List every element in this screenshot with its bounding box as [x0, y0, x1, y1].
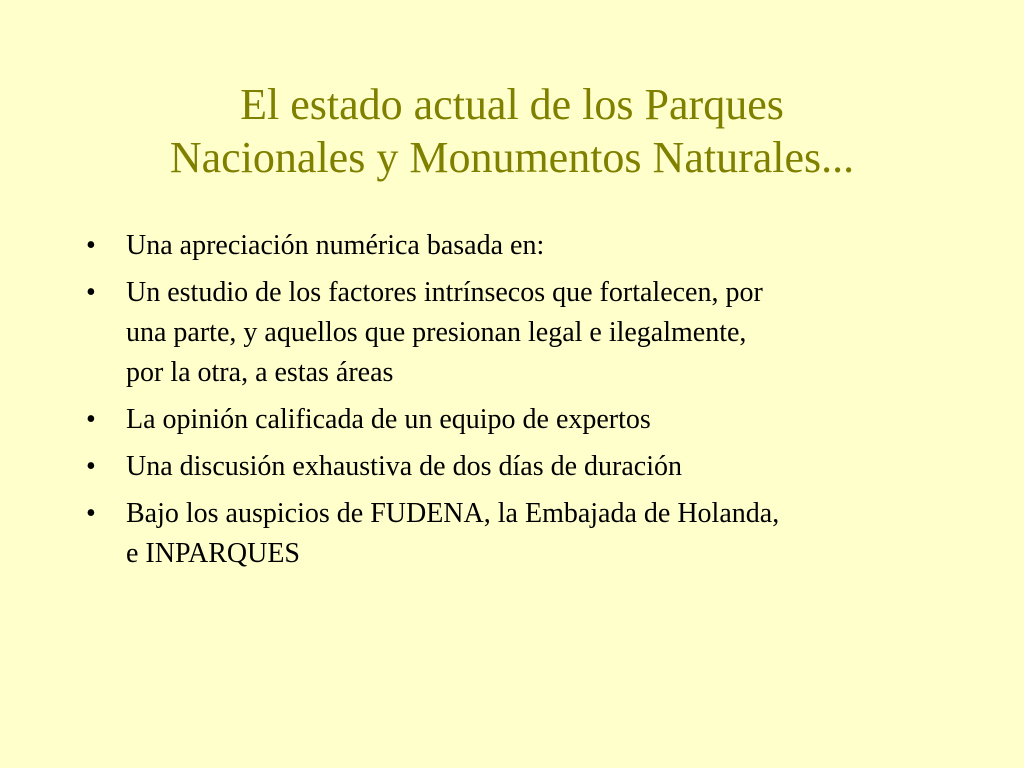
slide-title — [60, 78, 964, 184]
bullet-item — [86, 400, 946, 440]
bullet-line: una parte, y aquellos que presionan legal e ilegalmente, — [126, 317, 747, 348]
bullet-item — [86, 447, 946, 487]
bullet-list — [86, 226, 946, 581]
bullet-item — [86, 226, 946, 266]
bullet-line: Una discusión exhaustiva de dos días de duración — [126, 451, 682, 482]
bullet-line: Una apreciación numérica basada en: — [126, 230, 545, 261]
slide-title-line: El estado actual de los Parques — [240, 80, 784, 129]
bullet-line: Bajo los auspicios de FUDENA, la Embajada de Holanda, — [126, 498, 780, 529]
bullet-line: e INPARQUES — [126, 538, 300, 569]
bullet-dot-icon: • — [86, 498, 96, 529]
slide-title-line: Nacionales y Monumentos Naturales... — [169, 133, 855, 182]
bullet-dot-icon: • — [86, 277, 96, 308]
bullet-line: La opinión calificada de un equipo de expertos — [126, 404, 651, 435]
bullet-dot-icon: • — [86, 404, 96, 435]
bullet-item — [86, 273, 946, 393]
bullet-dot-icon: • — [86, 230, 96, 261]
bullet-dot-icon: • — [86, 451, 96, 482]
bullet-item — [86, 494, 946, 574]
bullet-line: por la otra, a estas áreas — [126, 357, 394, 388]
bullet-line: Un estudio de los factores intrínsecos que fortalecen, por — [126, 277, 763, 308]
